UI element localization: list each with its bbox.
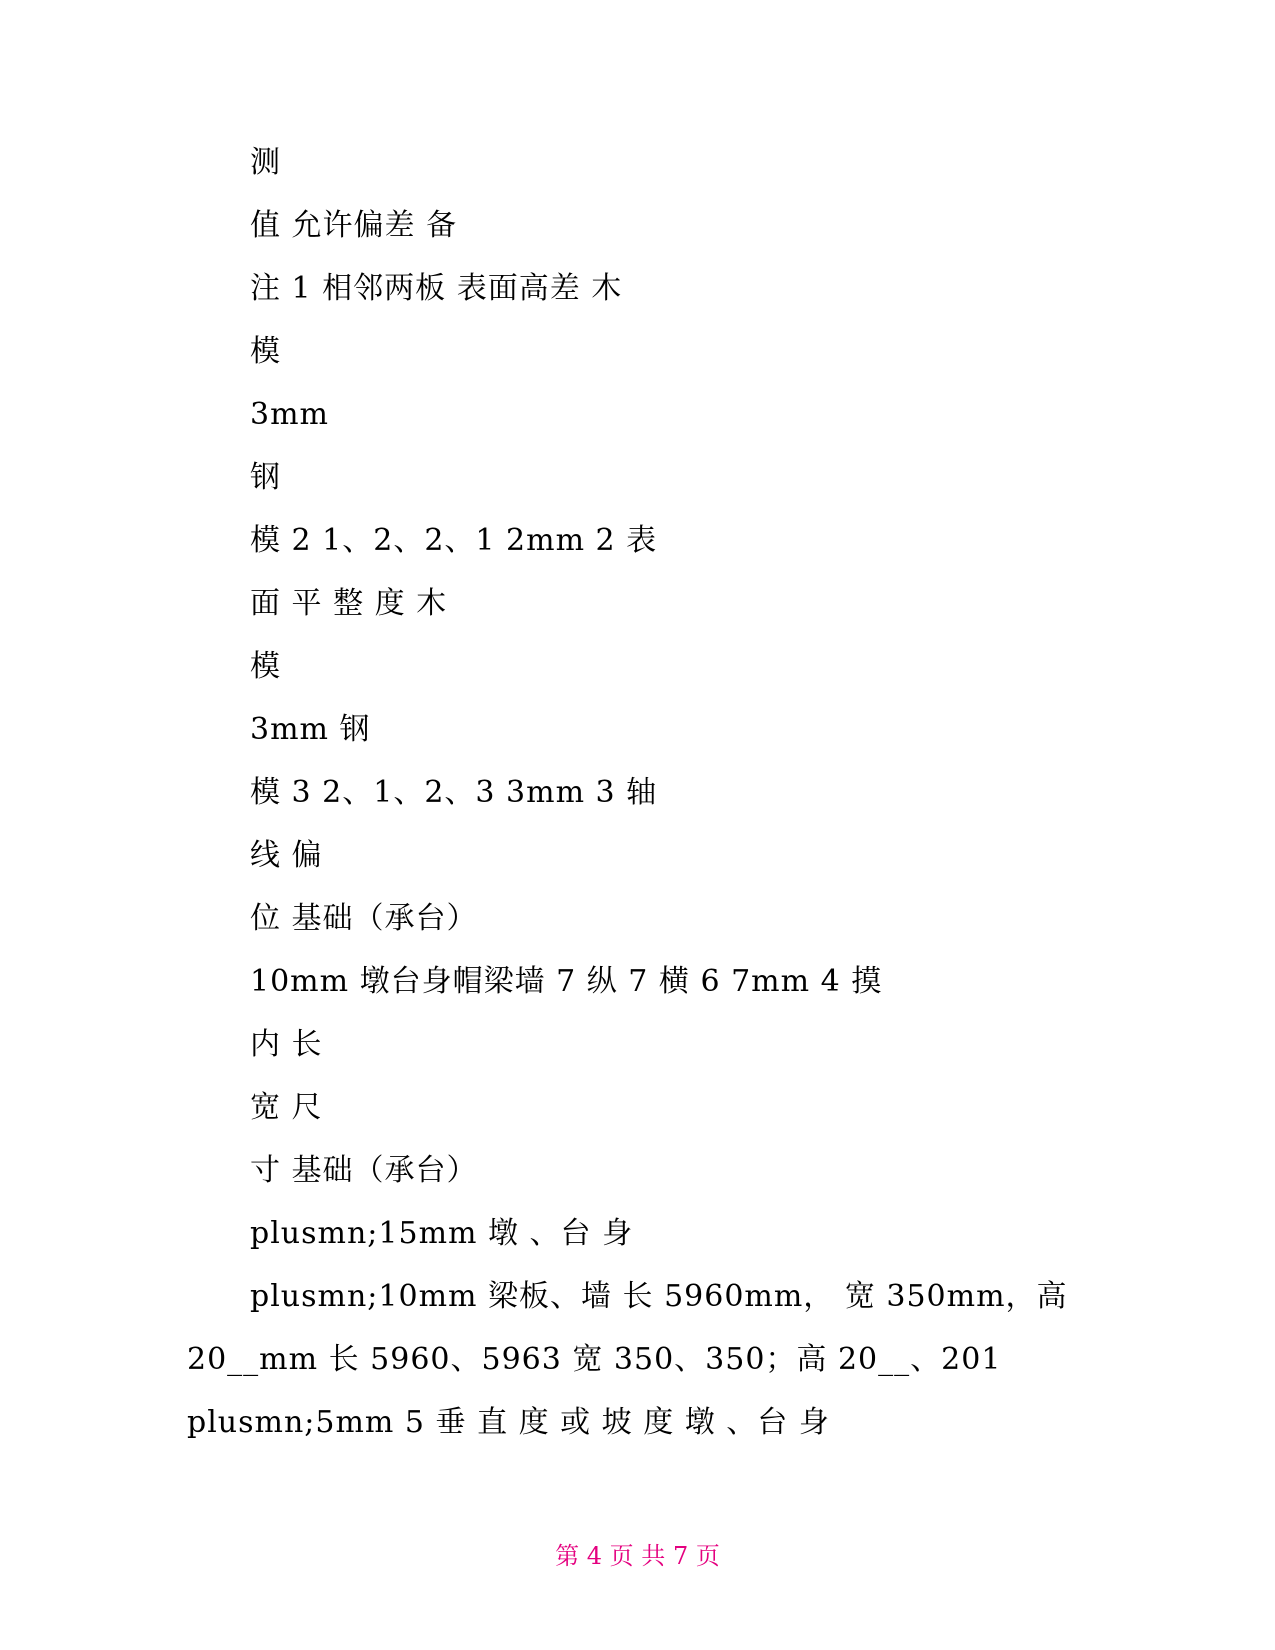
- text-line: 注 1 相邻两板 表面高差 木: [250, 271, 623, 306]
- text-line: plusmn;15mm 墩 、台 身: [250, 1216, 634, 1251]
- text-line: 测: [250, 145, 281, 180]
- text-line: 内 长: [250, 1027, 323, 1062]
- text-line: 值 允许偏差 备: [250, 208, 458, 243]
- text-line: 模 3 2、1、2、3 3mm 3 轴: [250, 775, 658, 810]
- text-line: 10mm 墩台身帽梁墙 7 纵 7 横 6 7mm 4 摸: [250, 964, 883, 999]
- text-line: 模: [250, 649, 281, 684]
- text-line: 3mm: [250, 397, 329, 432]
- text-line: 位 基础（承台）: [250, 901, 478, 936]
- text-line: 钢: [250, 460, 281, 495]
- text-line: 宽 尺: [250, 1090, 323, 1125]
- page-number-footer: 第 4 页 共 7 页: [555, 1542, 720, 1570]
- text-line: 模: [250, 334, 281, 369]
- text-line: 3mm 钢: [250, 712, 371, 747]
- text-line: 模 2 1、2、2、1 2mm 2 表: [250, 523, 658, 558]
- text-line: 寸 基础（承台）: [250, 1153, 478, 1188]
- text-line: 线 偏: [250, 838, 323, 873]
- text-line: plusmn;10mm 梁板、墙 长 5960mm， 宽 350mm，高: [250, 1279, 1068, 1314]
- text-line: plusmn;5mm 5 垂 直 度 或 坡 度 墩 、台 身: [187, 1405, 830, 1440]
- text-line: 面 平 整 度 木: [250, 586, 448, 621]
- text-line: 20__mm 长 5960、5963 宽 350、350；高 20__、201: [187, 1342, 1002, 1377]
